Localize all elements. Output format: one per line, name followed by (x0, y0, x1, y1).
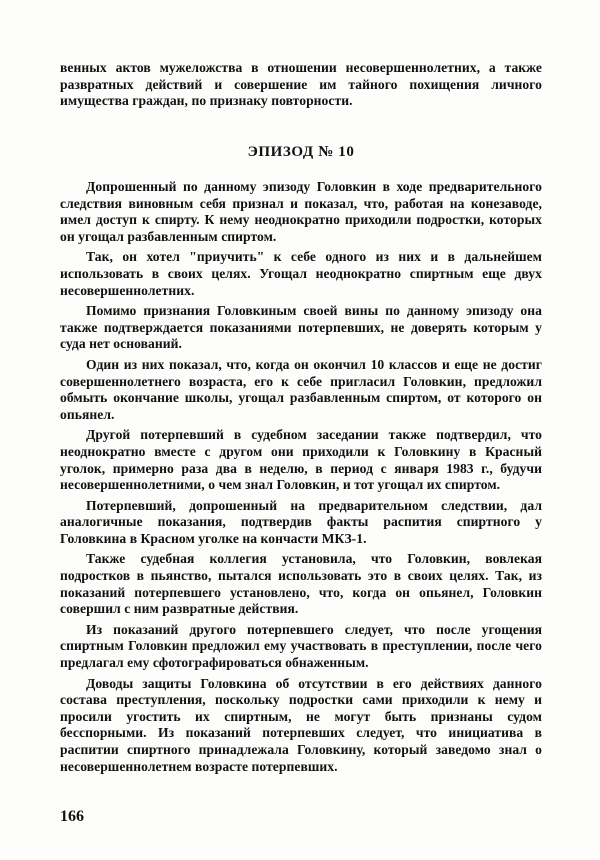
intro-text-block (60, 60, 542, 114)
paragraph: Доводы защиты Головкина об отсутствии в его действиях данного состава преступления, поскольку подростки сами приходили к нему и просили угостить их спиртным, не могут быть признаны судом бесспорными. Из показаний потерпевших следует, что инициатива в распитии спиртного принадлежала Головкину, который заведомо знал о несовершеннолетнем возрасте потерпевших. (60, 675, 542, 774)
page-number: 166 (60, 808, 84, 825)
body-text-block (60, 179, 542, 779)
paragraph: Также судебная коллегия установила, что Головкин, вовлекая подростков в пьянство, пытался использовать это в своих целях. Так, из показаний потерпевшего установлено, что, когда он опьянел, Головкин совершил с ним развратные действия. (60, 551, 542, 617)
paragraph: Помимо признания Головкиным своей вины по данному эпизоду она также подтверждается показаниями потерпевших, не доверять которым у суда нет оснований. (60, 303, 542, 352)
paragraph: Один из них показал, что, когда он окончил 10 классов и еще не достиг совершеннолетнего возраста, его к себе пригласил Головкин, предложил обмыть окончание школы, угощал разбавленным спиртом, от которого он опьянел. (60, 356, 542, 422)
paragraph: Так, он хотел "приучить" к себе одного из них и в дальнейшем использовать в своих целях. Угощал неоднократно спиртным еще двух несовершеннолетних. (60, 249, 542, 298)
episode-heading: ЭПИЗОД № 10 (247, 144, 355, 160)
paragraph: Другой потерпевший в судебном заседании также подтвердил, что неоднократно вместе с другом они приходили к Головкину в Красный уголок, примерно раза два в неделю, в период с января 1983 г., будучи несовершеннолетними, о чем знал Головкин, и тот угощал их спиртом. (60, 427, 542, 493)
paragraph: Потерпевший, допрошенный на предварительном следствии, дал аналогичные показания, подтвердив факты распития спиртного у Головкина в Красном уголке на кончасти МКЗ-1. (60, 497, 542, 546)
intro-paragraph: венных актов мужеложства в отношении несовершеннолетних, а также развратных действий и совершение им тайного похищения личного имущества граждан, по признаку повторности. (60, 60, 542, 109)
paragraph: Допрошенный по данному эпизоду Головкин в ходе предварительного следствия виновным себя признал и показал, что, работая на конезаводе, имел доступ к спирту. К нему неоднократно приходили подростки, которых он угощал разбавленным спиртом. (60, 179, 542, 244)
paragraph: Из показаний другого потерпевшего следует, что после угощения спиртным Головкин предложил ему участвовать в преступлении, после чего предлагал ему сфотографироваться обнаженным. (60, 621, 542, 671)
